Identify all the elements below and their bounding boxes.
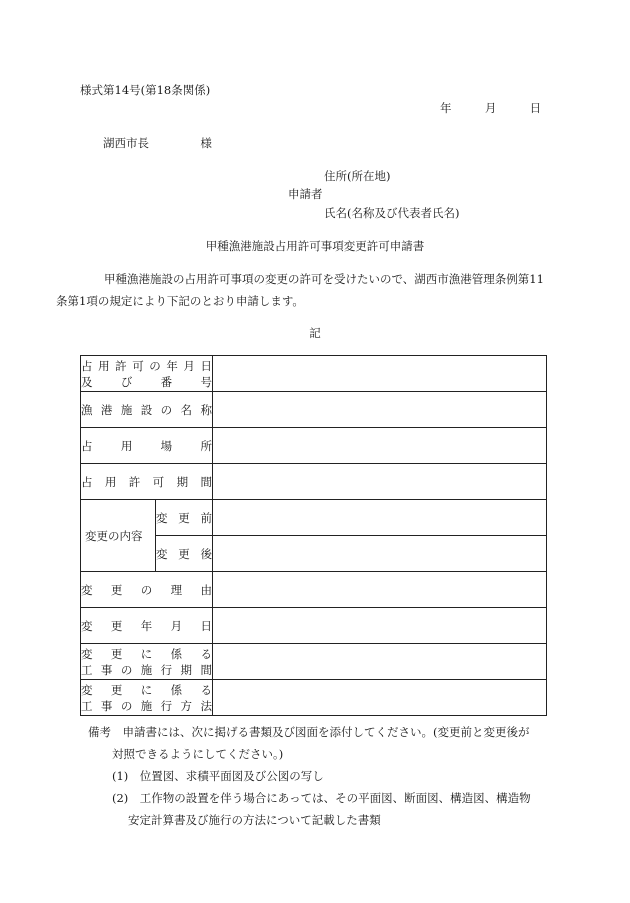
date-year: 年 [440,101,452,115]
applicant-role-label: 申請者 [288,187,323,201]
date-line [440,100,541,116]
table-row [81,356,547,392]
label-work-method: 変 更 に 係 る 工 事 の 施 行 方 法 [81,680,213,716]
label-change-contents: 変更の内容 [81,500,156,572]
table-row [81,464,547,500]
table-row [81,428,547,464]
value-after-change[interactable] [213,536,547,572]
date-month: 月 [484,101,497,115]
addressee [103,135,212,151]
value-permit-date-number[interactable] [213,356,547,392]
table-row [81,572,547,608]
value-change-date[interactable] [213,608,547,644]
value-before-change[interactable] [213,500,547,536]
notes [88,721,553,831]
value-work-period[interactable] [213,644,547,680]
label-change-reason: 変 更 の 理 由 [81,572,213,608]
label-permit-date-number: 占 用 許 可 の 年 月 日 及 び 番 号 [81,356,213,392]
body-text [56,268,550,312]
value-work-method[interactable] [213,680,547,716]
label-work-period: 変 更 に 係 る 工 事 の 施 行 期 間 [81,644,213,680]
applicant-name-label: 氏名(名称及び代表者氏名) [324,206,460,220]
table-row [81,392,547,428]
label-after-change: 変 更 後 [156,536,213,572]
form-number: 様式第14号(第18条関係) [80,83,211,97]
label-occupancy-location: 占 用 場 所 [81,428,213,464]
table-row [81,608,547,644]
addressee-honorific: 様 [200,136,212,150]
label-before-change: 変 更 前 [156,500,213,536]
notes-item-2: (2) 工作物の設置を伴う場合にあっては、その平面図、断面図、構造図、構造物 [112,791,531,805]
body-line-2: 条第1項の規定により下記のとおり申請します。 [56,294,304,308]
notes-head-cont: 対照できるようにしてください。) [112,747,284,761]
value-permit-period[interactable] [213,464,547,500]
value-occupancy-location[interactable] [213,428,547,464]
table-row [81,680,547,716]
ki-heading: 記 [309,326,321,340]
notes-item-2-cont: 安定計算書及び施行の方法について記載した書類 [128,813,381,827]
table-row [81,500,547,536]
application-table [80,355,547,716]
notes-head: 備考 申請書には、次に掲げる書類及び図面を添付してください。(変更前と変更後が [88,725,530,739]
body-line-1: 甲種漁港施設の占用許可事項の変更の許可を受けたいので、湖西市漁港管理条例第11 [104,272,544,286]
label-facility-name: 漁 港 施 設 の 名 称 [81,392,213,428]
applicant-address-label: 住所(所在地) [324,169,391,183]
label-permit-period: 占 用 許 可 期 間 [81,464,213,500]
document-title: 甲種漁港施設占用許可事項変更許可申請書 [205,239,425,253]
value-change-reason[interactable] [213,572,547,608]
table-row [81,644,547,680]
label-change-date: 変 更 年 月 日 [81,608,213,644]
notes-item-1: (1) 位置図、求積平面図及び公図の写し [112,769,324,783]
addressee-name: 湖西市長 [103,136,149,150]
value-facility-name[interactable] [213,392,547,428]
date-day: 日 [529,101,542,115]
